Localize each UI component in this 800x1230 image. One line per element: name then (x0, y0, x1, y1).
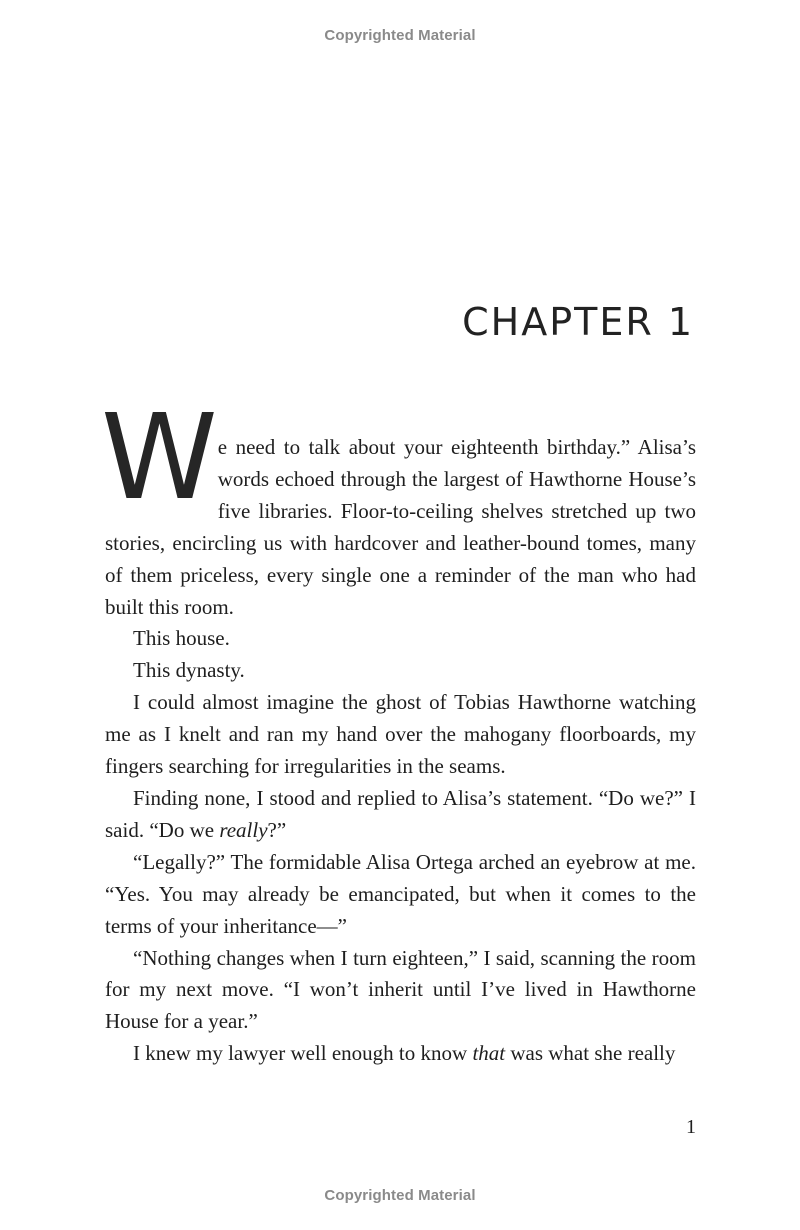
paragraph-3: This dynasty. (133, 658, 245, 683)
page-number: 1 (686, 1116, 696, 1138)
drop-cap: W (101, 388, 212, 526)
chapter-body (101, 388, 696, 1070)
paragraph-5-text-b: ?” (267, 817, 287, 842)
copyright-watermark-bottom: Copyrighted Material (324, 1187, 476, 1204)
paragraph-1 (101, 388, 696, 623)
chapter-heading: CHAPTER 1 (462, 300, 694, 344)
paragraph-2: This house. (133, 626, 230, 651)
paragraph-8-text-b: was what she really (505, 1041, 676, 1066)
paragraph-7: “Nothing changes when I turn eighteen,” I said, scanning the room for my next move. “I won’t inherit until I’ve lived in Hawthorne House for a year.” (105, 945, 696, 1034)
paragraph-8-text-a: I knew my lawyer well enough to know (133, 1041, 473, 1066)
paragraph-6: “Legally?” The formidable Alisa Ortega arched an eyebrow at me. “Yes. You may already be emancipated, but when it comes to the terms of your inheritance—” (105, 849, 696, 938)
paragraph-5-text-a: Finding none, I stood and replied to Alisa’s statement. “Do we?” I said. “Do we (105, 785, 696, 842)
paragraph-5 (105, 783, 696, 847)
paragraph-8 (105, 1038, 696, 1070)
paragraph-5-emphasis: really (219, 817, 268, 842)
paragraph-8-emphasis: that (472, 1041, 506, 1066)
paragraph-1-text: e need to talk about your eighteenth birthday.” Alisa’s words echoed through the largest of Hawthorne House’s five libraries. Floor-to-ceiling shelves stretched up two stories, encircling us with hardcover and leather-bound tomes, many of them priceless, every single one a reminder of the man who had built this room. (105, 435, 696, 619)
copyright-watermark-top: Copyrighted Material (324, 27, 476, 44)
paragraph-4: I could almost imagine the ghost of Tobias Hawthorne watching me as I knelt and ran my hand over the mahogany floorboards, my fingers searching for irregularities in the seams. (105, 690, 696, 779)
